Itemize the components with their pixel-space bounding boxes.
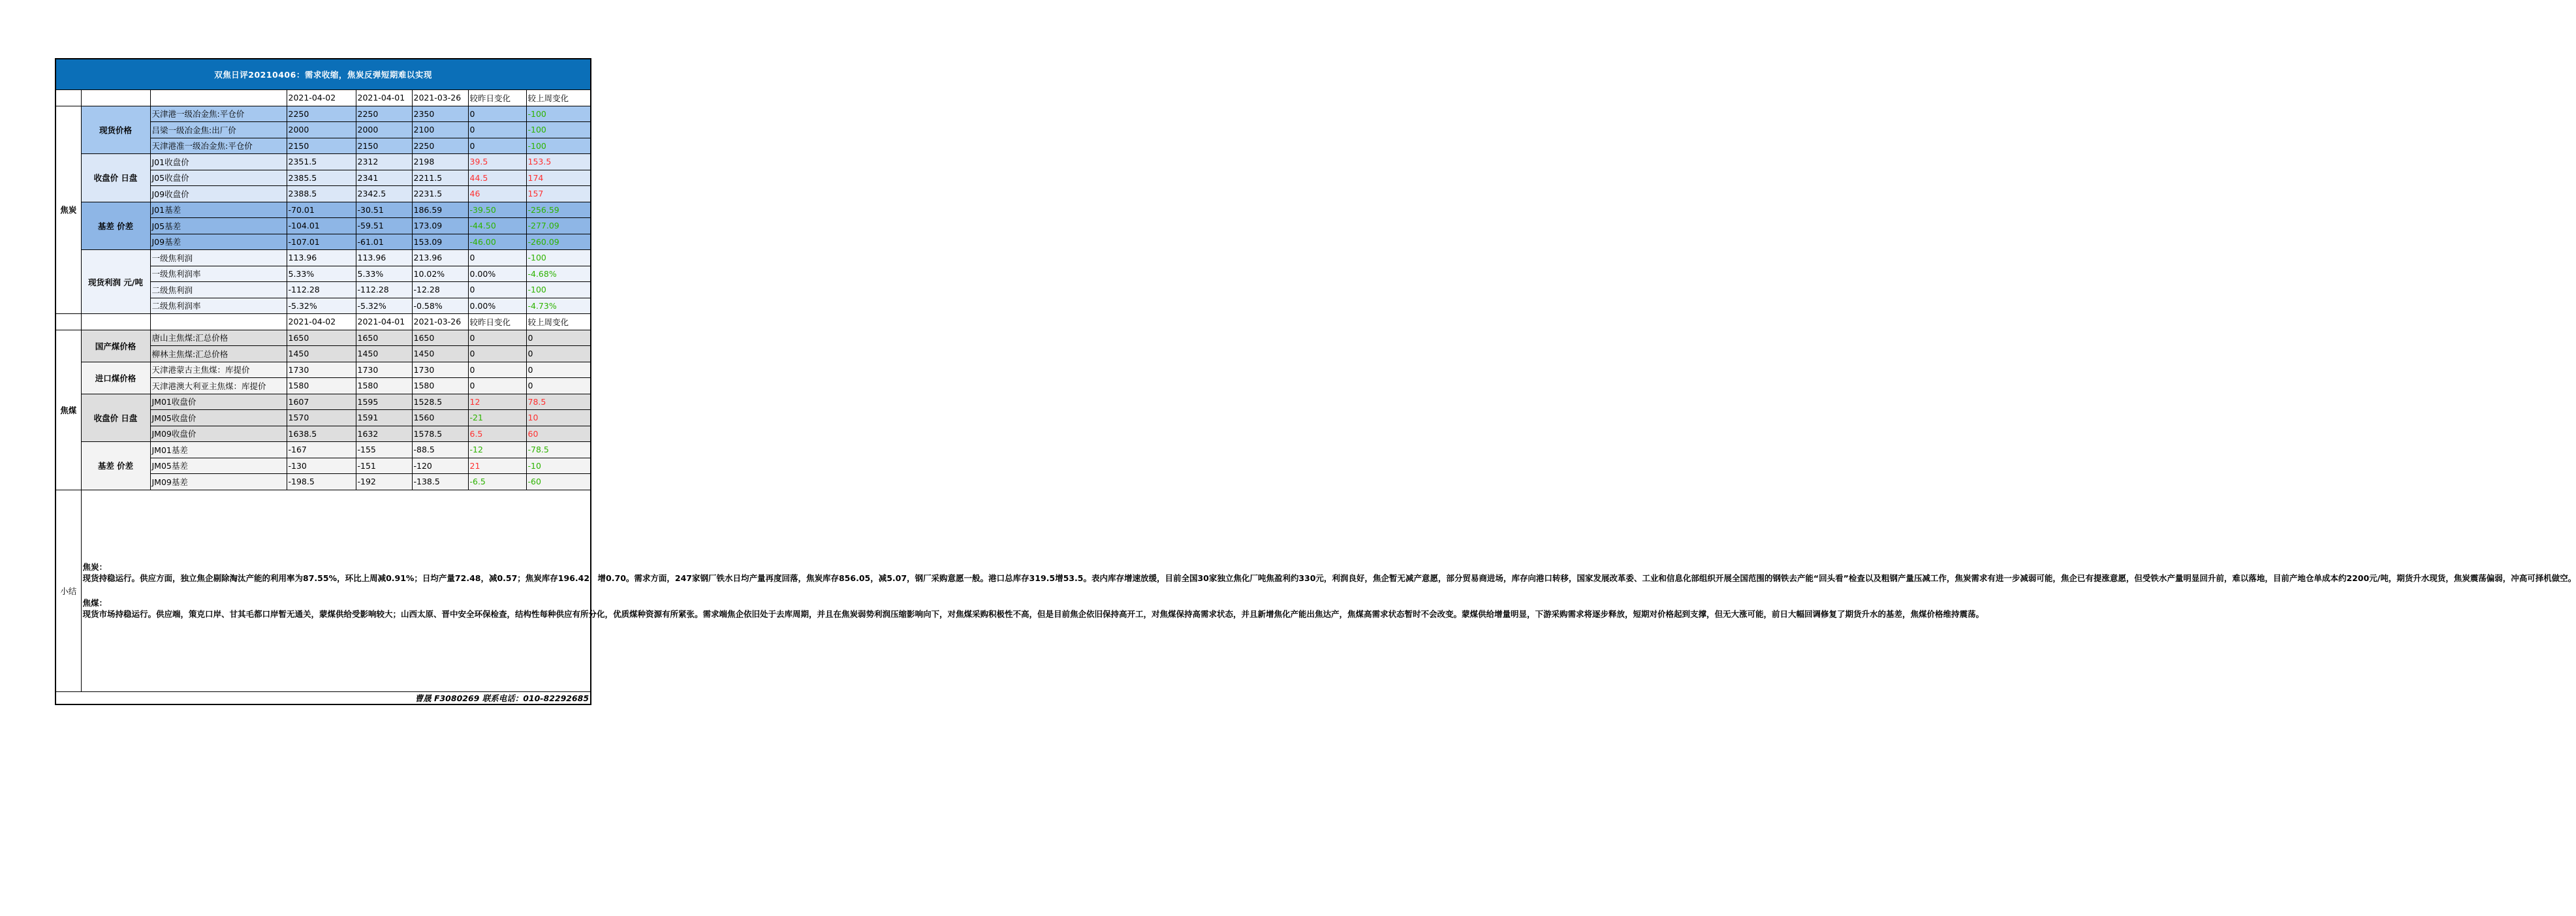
summary-label: 小结	[55, 490, 81, 691]
report-title: 双焦日评20210406：需求收缩，焦炭反弹短期难以实现	[55, 59, 591, 90]
value-cell: -61.01	[356, 234, 412, 250]
value-cell: 1450	[412, 346, 468, 362]
value-cell: 1632	[356, 426, 412, 442]
change-cell: -12	[468, 442, 526, 458]
value-cell: 1528.5	[412, 394, 468, 410]
change-cell: -4.68%	[526, 266, 591, 282]
value-cell: 1730	[412, 362, 468, 378]
value-cell: 1578.5	[412, 426, 468, 442]
row-name: JM05基差	[150, 458, 287, 474]
group-label: 基差 价差	[81, 202, 150, 250]
row-name: 唐山主焦煤:汇总价格	[150, 330, 287, 346]
value-cell: 113.96	[287, 250, 356, 266]
coal-summary-heading: 焦煤：	[82, 597, 108, 608]
table-row	[55, 442, 591, 458]
change-cell: 0	[526, 330, 591, 346]
change-cell: 0	[526, 346, 591, 362]
change-cell: -46.00	[468, 234, 526, 250]
value-cell: 2198	[412, 154, 468, 170]
row-name: JM09基差	[150, 474, 287, 490]
change-cell: 39.5	[468, 154, 526, 170]
value-cell: -198.5	[287, 474, 356, 490]
table-row	[55, 330, 591, 346]
row-name: 天津港一级冶金焦:平仓价	[150, 106, 287, 122]
value-cell: -107.01	[287, 234, 356, 250]
change-cell: -277.09	[526, 218, 591, 234]
report	[55, 58, 2576, 705]
value-cell: 1730	[287, 362, 356, 378]
value-cell: -167	[287, 442, 356, 458]
blank-cell	[150, 90, 287, 106]
value-cell: -5.32%	[287, 298, 356, 314]
row-name: JM01收盘价	[150, 394, 287, 410]
change-cell: -100	[526, 250, 591, 266]
value-cell: 2385.5	[287, 170, 356, 186]
change-cell: 12	[468, 394, 526, 410]
change-cell: 0.00%	[468, 298, 526, 314]
change-cell: 0.00%	[468, 266, 526, 282]
column-header-row	[55, 90, 591, 106]
table-row	[55, 202, 591, 218]
change-cell: 0	[468, 282, 526, 298]
value-cell: -155	[356, 442, 412, 458]
footer-row	[55, 691, 591, 704]
blank-cell	[55, 90, 81, 106]
value-cell: 2250	[356, 106, 412, 122]
value-cell: -138.5	[412, 474, 468, 490]
value-cell: -130	[287, 458, 356, 474]
row-name: J05收盘价	[150, 170, 287, 186]
value-cell: 1730	[356, 362, 412, 378]
value-cell: 2250	[412, 138, 468, 154]
value-cell: 2350	[412, 106, 468, 122]
group-label: 国产煤价格	[81, 330, 150, 362]
change-cell: -21	[468, 410, 526, 426]
change-cell: 153.5	[526, 154, 591, 170]
blank-cell	[55, 314, 81, 330]
category-label: 焦炭	[55, 106, 81, 314]
row-name: 吕梁一级冶金焦:出厂价	[150, 122, 287, 138]
group-label: 进口煤价格	[81, 362, 150, 394]
change-cell: -78.5	[526, 442, 591, 458]
value-cell: -151	[356, 458, 412, 474]
change-cell: 0	[468, 346, 526, 362]
value-cell: 1607	[287, 394, 356, 410]
value-cell: -30.51	[356, 202, 412, 218]
table-row	[55, 362, 591, 378]
value-cell: 1595	[356, 394, 412, 410]
change-cell: -60	[526, 474, 591, 490]
row-name: 二级焦利润	[150, 282, 287, 298]
change-cell: 0	[468, 106, 526, 122]
table-row	[55, 106, 591, 122]
change-cell: -260.09	[526, 234, 591, 250]
change-cell: 174	[526, 170, 591, 186]
row-name: J01收盘价	[150, 154, 287, 170]
value-cell: 2000	[287, 122, 356, 138]
value-cell: 213.96	[412, 250, 468, 266]
change-cell: 60	[526, 426, 591, 442]
change-cell: -100	[526, 138, 591, 154]
column-header: 较昨日变化	[468, 90, 526, 106]
row-name: 天津港澳大利亚主焦煤：库提价	[150, 378, 287, 394]
row-name: 柳林主焦煤:汇总价格	[150, 346, 287, 362]
report-table	[55, 58, 2576, 705]
value-cell: -0.58%	[412, 298, 468, 314]
value-cell: 1580	[287, 378, 356, 394]
change-cell: -256.59	[526, 202, 591, 218]
change-cell: -6.5	[468, 474, 526, 490]
change-cell: -100	[526, 122, 591, 138]
value-cell: -112.28	[356, 282, 412, 298]
table-row	[55, 394, 591, 410]
value-cell: 2211.5	[412, 170, 468, 186]
change-cell: 157	[526, 186, 591, 202]
change-cell: 0	[468, 250, 526, 266]
value-cell: 5.33%	[356, 266, 412, 282]
value-cell: 153.09	[412, 234, 468, 250]
coal-summary-body: 现货市场持稳运行。供应端，策克口岸、甘其毛都口岸暂无通关，蒙煤供给受影响较大；山西太原、晋中安全环保检查，结构性每种供应有所分化，优质煤种资源有所紧张。需求端焦企依旧处于去库周期，并且在焦炭弱势利润压缩影响向下，对焦煤采购积极性不高，但是目前焦企依旧保持高开工，对焦煤保持高需求状态，并且新增焦化产能出焦达产，焦煤高需求状态暂时不会改变。蒙煤供给增量明显，下游采购需求将逐步释放，短期对价格起到支撑，但无大涨可能，前日大幅回调修复了期货升水的基差，焦煤价格维持震荡。	[82, 608, 1985, 619]
change-cell: -39.50	[468, 202, 526, 218]
value-cell: 1450	[356, 346, 412, 362]
column-header: 2021-04-02	[287, 90, 356, 106]
group-label: 收盘价 日盘	[81, 154, 150, 202]
row-name: 一级焦利润率	[150, 266, 287, 282]
value-cell: 2100	[412, 122, 468, 138]
value-cell: 1650	[287, 330, 356, 346]
change-cell: 0	[526, 362, 591, 378]
value-cell: 2388.5	[287, 186, 356, 202]
change-cell: 0	[468, 138, 526, 154]
value-cell: 2000	[356, 122, 412, 138]
blank-cell	[81, 314, 150, 330]
value-cell: 2150	[356, 138, 412, 154]
summary-spacer	[83, 584, 589, 597]
value-cell: 5.33%	[287, 266, 356, 282]
column-header: 2021-04-01	[356, 90, 412, 106]
change-cell: 21	[468, 458, 526, 474]
value-cell: 113.96	[356, 250, 412, 266]
value-cell: 1638.5	[287, 426, 356, 442]
analyst-contact: 曹晟 F3080269 联系电话：010-82292685	[55, 691, 591, 704]
row-name: 天津港蒙古主焦煤：库提价	[150, 362, 287, 378]
column-header: 2021-03-26	[412, 90, 468, 106]
column-header: 较上周变化	[526, 314, 591, 330]
table-row	[55, 250, 591, 266]
row-name: J09基差	[150, 234, 287, 250]
group-label: 收盘价 日盘	[81, 394, 150, 442]
coke-summary-body: 现货持稳运行。供应方面，独立焦企剔除淘汰产能的利用率为87.55%，环比上周减0.91%；日均产量72.48，减0.57；焦炭库存196.42，增0.70。需求方面，247家钢厂铁水日均产量再度回落，焦炭库存856.05，减5.07，钢厂采购意愿一般。港口总库存319.5增53.5。表内库存增速放缓，目前全国30家独立焦化厂吨焦盈利约330元，利润良好，焦企暂无减产意愿，部分贸易商进场，库存向港口转移，国家发展改革委、工业和信息化部组织开展全国范围的钢铁去产能“回头看”检查以及粗钢产量压减工作，焦炭需求有进一步减弱可能，焦企已有提涨意愿，但受铁水产量明显回升前，难以落地，目前产地仓单成本约2200元/吨，期货升水现货，焦炭震荡偏弱，冲高可择机做空。	[82, 573, 2576, 584]
column-header: 较昨日变化	[468, 314, 526, 330]
value-cell: 10.02%	[412, 266, 468, 282]
row-name: JM09收盘价	[150, 426, 287, 442]
value-cell: 1580	[412, 378, 468, 394]
change-cell: 44.5	[468, 170, 526, 186]
change-cell: 0	[468, 362, 526, 378]
value-cell: 1580	[356, 378, 412, 394]
change-cell: 0	[526, 378, 591, 394]
value-cell: -70.01	[287, 202, 356, 218]
value-cell: 186.59	[412, 202, 468, 218]
row-name: JM05收盘价	[150, 410, 287, 426]
group-label: 基差 价差	[81, 442, 150, 490]
change-cell: 0	[468, 122, 526, 138]
coke-summary-heading: 焦炭：	[82, 562, 108, 573]
value-cell: 2341	[356, 170, 412, 186]
value-cell: 2250	[287, 106, 356, 122]
value-cell: 1650	[412, 330, 468, 346]
column-header: 2021-04-01	[356, 314, 412, 330]
row-name: 一级焦利润	[150, 250, 287, 266]
row-name: J05基差	[150, 218, 287, 234]
change-cell: 0	[468, 378, 526, 394]
change-cell: 10	[526, 410, 591, 426]
group-label: 现货利润 元/吨	[81, 250, 150, 314]
value-cell: 2351.5	[287, 154, 356, 170]
value-cell: 1650	[356, 330, 412, 346]
change-cell: -100	[526, 282, 591, 298]
category-label: 焦煤	[55, 330, 81, 490]
change-cell: -44.50	[468, 218, 526, 234]
summary-row	[55, 490, 591, 691]
value-cell: 2342.5	[356, 186, 412, 202]
blank-cell	[150, 314, 287, 330]
summary-text	[81, 490, 2576, 691]
value-cell: 1450	[287, 346, 356, 362]
value-cell: 2312	[356, 154, 412, 170]
change-cell: -100	[526, 106, 591, 122]
change-cell: -10	[526, 458, 591, 474]
value-cell: -192	[356, 474, 412, 490]
value-cell: 1591	[356, 410, 412, 426]
row-name: J01基差	[150, 202, 287, 218]
value-cell: -112.28	[287, 282, 356, 298]
column-header: 2021-03-26	[412, 314, 468, 330]
value-cell: 1570	[287, 410, 356, 426]
column-header: 2021-04-02	[287, 314, 356, 330]
value-cell: -59.51	[356, 218, 412, 234]
table-row	[55, 154, 591, 170]
row-name: 天津港准一级冶金焦:平仓价	[150, 138, 287, 154]
value-cell: 173.09	[412, 218, 468, 234]
change-cell: -4.73%	[526, 298, 591, 314]
value-cell: 2150	[287, 138, 356, 154]
change-cell: 0	[468, 330, 526, 346]
row-name: JM01基差	[150, 442, 287, 458]
value-cell: 1560	[412, 410, 468, 426]
blank-cell	[81, 90, 150, 106]
value-cell: -5.32%	[356, 298, 412, 314]
change-cell: 78.5	[526, 394, 591, 410]
column-header-row	[55, 314, 591, 330]
change-cell: 6.5	[468, 426, 526, 442]
row-name: 二级焦利润率	[150, 298, 287, 314]
value-cell: -104.01	[287, 218, 356, 234]
column-header: 较上周变化	[526, 90, 591, 106]
value-cell: -12.28	[412, 282, 468, 298]
value-cell: -120	[412, 458, 468, 474]
value-cell: 2231.5	[412, 186, 468, 202]
group-label: 现货价格	[81, 106, 150, 154]
change-cell: 46	[468, 186, 526, 202]
value-cell: -88.5	[412, 442, 468, 458]
row-name: J09收盘价	[150, 186, 287, 202]
